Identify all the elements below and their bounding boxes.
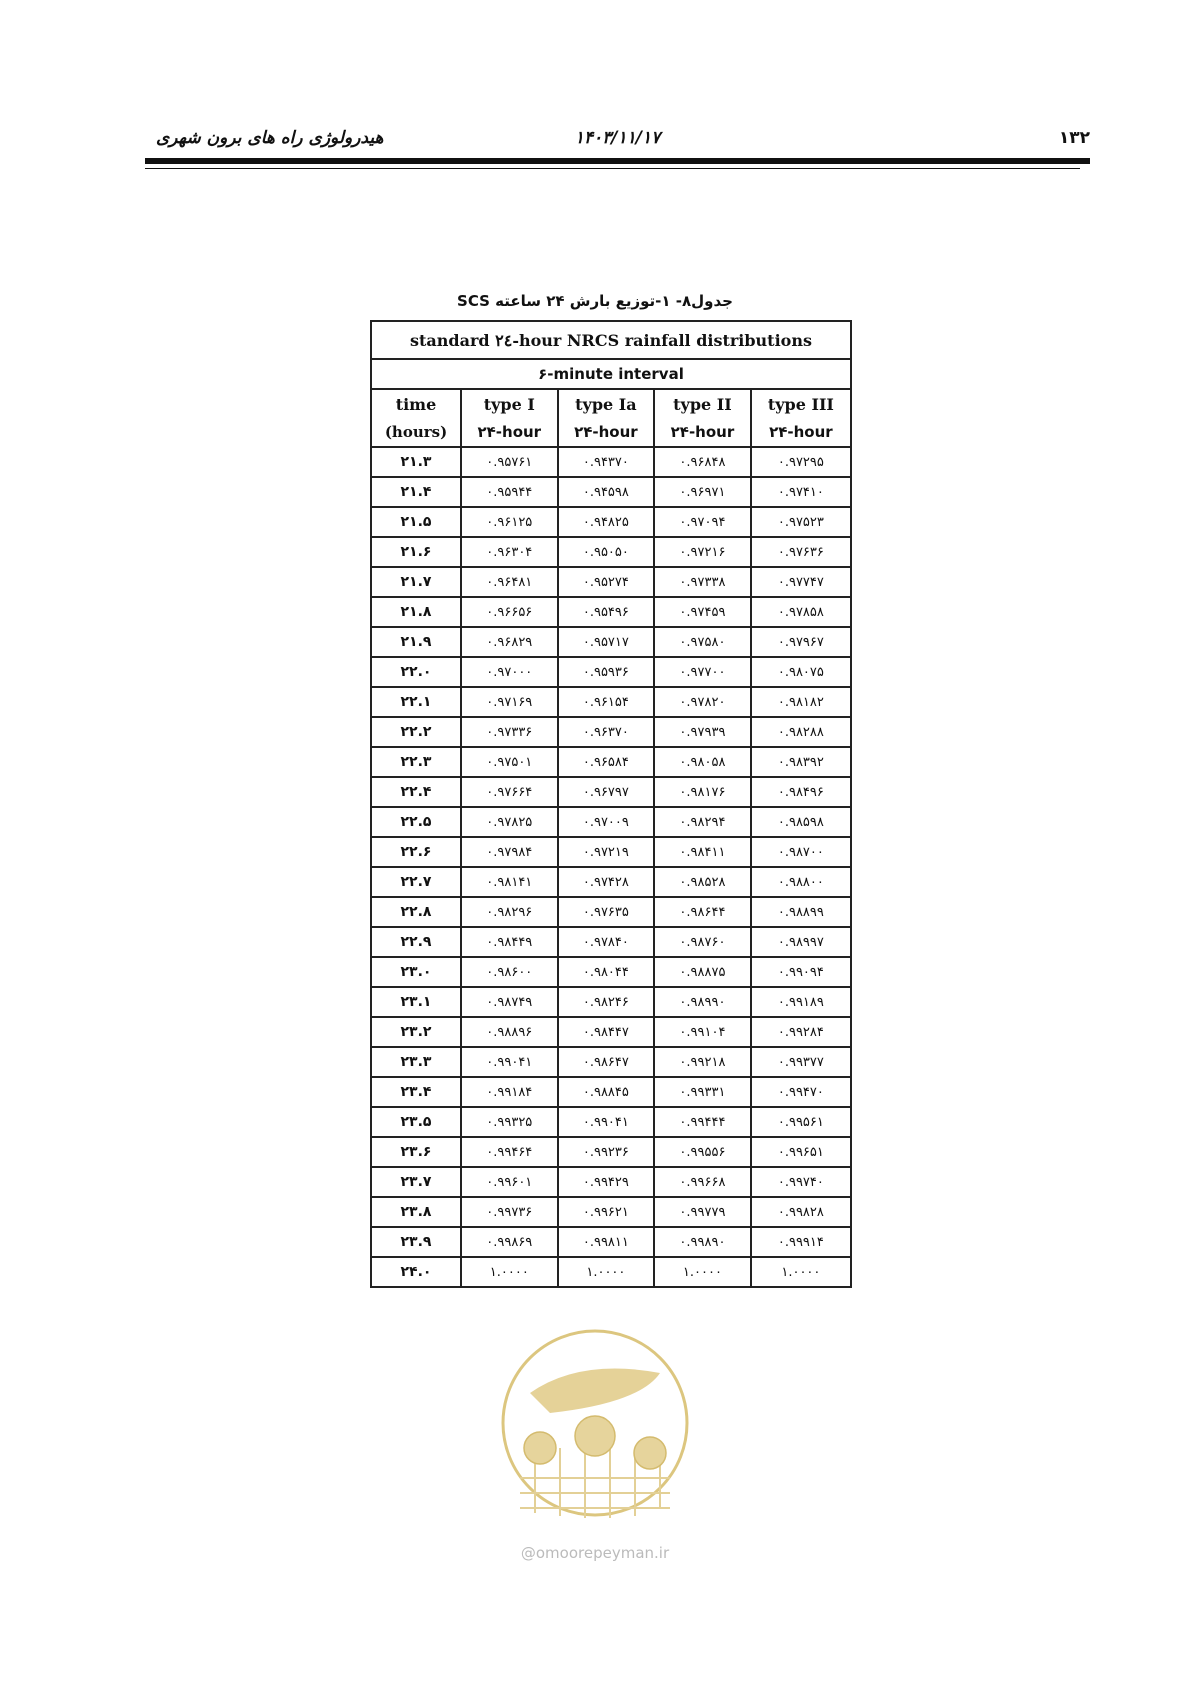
cell-time: ۲۳.۸ bbox=[371, 1197, 461, 1227]
cell-type-i: ۰.۹۶۸۲۹ bbox=[461, 627, 558, 657]
table-row bbox=[371, 657, 851, 687]
cell-time: ۲۱.۶ bbox=[371, 537, 461, 567]
cell-type-i: ۰.۹۵۷۶۱ bbox=[461, 447, 558, 477]
table-row bbox=[371, 687, 851, 717]
table-row bbox=[371, 1227, 851, 1257]
table-body bbox=[371, 447, 851, 1287]
cell-time: ۲۳.۹ bbox=[371, 1227, 461, 1257]
cell-type-ia: ۰.۹۸۰۴۴ bbox=[558, 957, 655, 987]
table-row bbox=[371, 1167, 851, 1197]
cell-type-ii: ۰.۹۸۴۱۱ bbox=[654, 837, 751, 867]
cell-type-ia: ۰.۹۴۵۹۸ bbox=[558, 477, 655, 507]
cell-type-ii: ۰.۹۶۹۷۱ bbox=[654, 477, 751, 507]
cell-type-ia: ۰.۹۷۰۰۹ bbox=[558, 807, 655, 837]
cell-type-i: ۰.۹۷۵۰۱ bbox=[461, 747, 558, 777]
cell-type-i: ۰.۹۶۱۲۵ bbox=[461, 507, 558, 537]
cell-type-iii: ۰.۹۸۰۷۵ bbox=[751, 657, 851, 687]
cell-type-ia: ۰.۹۵۹۳۶ bbox=[558, 657, 655, 687]
cell-type-ii: ۰.۹۸۹۹۰ bbox=[654, 987, 751, 1017]
cell-type-i: ۰.۹۶۴۸۱ bbox=[461, 567, 558, 597]
cell-type-ii: ۰.۹۹۶۶۸ bbox=[654, 1167, 751, 1197]
column-unit-type-iii: ۲۴-hour bbox=[751, 418, 851, 447]
cell-time: ۲۲.۶ bbox=[371, 837, 461, 867]
table-row bbox=[371, 1197, 851, 1227]
cell-time: ۲۳.۶ bbox=[371, 1137, 461, 1167]
cell-type-ia: ۰.۹۸۶۴۷ bbox=[558, 1047, 655, 1077]
cell-type-iii: ۰.۹۹۰۹۴ bbox=[751, 957, 851, 987]
cell-type-ia: ۰.۹۵۰۵۰ bbox=[558, 537, 655, 567]
table-row bbox=[371, 747, 851, 777]
table-caption: جدول۸- ۱-توزیع بارش ۲۴ ساعته SCS bbox=[457, 292, 733, 310]
seal-emblem-icon bbox=[490, 1318, 700, 1548]
cell-time: ۲۱.۷ bbox=[371, 567, 461, 597]
cell-time: ۲۲.۲ bbox=[371, 717, 461, 747]
cell-type-ii: ۰.۹۷۲۱۶ bbox=[654, 537, 751, 567]
cell-type-ii: ۰.۹۷۸۲۰ bbox=[654, 687, 751, 717]
cell-time: ۲۲.۴ bbox=[371, 777, 461, 807]
omoore-peyman-seal bbox=[490, 1318, 700, 1578]
cell-time: ۲۳.۲ bbox=[371, 1017, 461, 1047]
cell-type-ii: ۰.۹۹۵۵۶ bbox=[654, 1137, 751, 1167]
cell-type-iii: ۰.۹۸۸۹۹ bbox=[751, 897, 851, 927]
cell-type-i: ۰.۹۹۳۲۵ bbox=[461, 1107, 558, 1137]
cell-type-ia: ۰.۹۶۷۹۷ bbox=[558, 777, 655, 807]
cell-type-iii: ۰.۹۸۵۹۸ bbox=[751, 807, 851, 837]
cell-type-ii: ۰.۹۸۱۷۶ bbox=[654, 777, 751, 807]
cell-type-i: ۰.۹۹۱۸۴ bbox=[461, 1077, 558, 1107]
table-row bbox=[371, 477, 851, 507]
cell-type-ii: ۰.۹۸۰۵۸ bbox=[654, 747, 751, 777]
cell-type-iii: ۰.۹۹۱۸۹ bbox=[751, 987, 851, 1017]
cell-type-ii: ۰.۹۹۴۴۴ bbox=[654, 1107, 751, 1137]
cell-time: ۲۴.۰ bbox=[371, 1257, 461, 1287]
cell-type-ia: ۰.۹۴۳۷۰ bbox=[558, 447, 655, 477]
cell-type-i: ۰.۹۹۰۴۱ bbox=[461, 1047, 558, 1077]
cell-type-ii: ۰.۹۸۵۲۸ bbox=[654, 867, 751, 897]
cell-type-ii: ۰.۹۹۳۳۱ bbox=[654, 1077, 751, 1107]
cell-type-i: ۰.۹۹۸۶۹ bbox=[461, 1227, 558, 1257]
cell-type-ii: ۰.۹۷۰۹۴ bbox=[654, 507, 751, 537]
cell-type-ia: ۰.۹۵۲۷۴ bbox=[558, 567, 655, 597]
cell-time: ۲۱.۹ bbox=[371, 627, 461, 657]
column-header-type-iii: type III bbox=[751, 389, 851, 418]
cell-type-ii: ۰.۹۷۷۰۰ bbox=[654, 657, 751, 687]
cell-time: ۲۲.۰ bbox=[371, 657, 461, 687]
table-row bbox=[371, 627, 851, 657]
column-unit-time: (hours) bbox=[371, 418, 461, 447]
cell-type-i: ۰.۹۸۱۴۱ bbox=[461, 867, 558, 897]
cell-type-ia: ۰.۹۷۴۲۸ bbox=[558, 867, 655, 897]
column-header-time: time bbox=[371, 389, 461, 418]
cell-time: ۲۳.۵ bbox=[371, 1107, 461, 1137]
cell-time: ۲۳.۰ bbox=[371, 957, 461, 987]
table-row bbox=[371, 717, 851, 747]
cell-type-iii: ۰.۹۸۸۰۰ bbox=[751, 867, 851, 897]
cell-time: ۲۲.۸ bbox=[371, 897, 461, 927]
cell-type-iii: ۰.۹۸۳۹۲ bbox=[751, 747, 851, 777]
cell-type-iii: ۰.۹۹۲۸۴ bbox=[751, 1017, 851, 1047]
cell-time: ۲۳.۷ bbox=[371, 1167, 461, 1197]
cell-type-i: ۰.۹۶۳۰۴ bbox=[461, 537, 558, 567]
cell-type-ia: ۰.۹۷۲۱۹ bbox=[558, 837, 655, 867]
cell-type-iii: ۰.۹۸۲۸۸ bbox=[751, 717, 851, 747]
cell-time: ۲۲.۵ bbox=[371, 807, 461, 837]
table-row bbox=[371, 447, 851, 477]
cell-type-i: ۰.۹۸۴۴۹ bbox=[461, 927, 558, 957]
cell-type-iii: ۰.۹۷۴۱۰ bbox=[751, 477, 851, 507]
cell-type-ii: ۰.۹۹۱۰۴ bbox=[654, 1017, 751, 1047]
cell-type-iii: ۰.۹۹۹۱۴ bbox=[751, 1227, 851, 1257]
cell-type-iii: ۰.۹۷۸۵۸ bbox=[751, 597, 851, 627]
cell-type-ii: ۰.۹۷۵۸۰ bbox=[654, 627, 751, 657]
cell-type-ii: ۰.۹۸۶۴۴ bbox=[654, 897, 751, 927]
cell-type-ia: ۰.۹۶۳۷۰ bbox=[558, 717, 655, 747]
cell-type-ii: ۰.۹۷۹۳۹ bbox=[654, 717, 751, 747]
cell-type-ia: ۱.۰۰۰۰ bbox=[558, 1257, 655, 1287]
cell-type-iii: ۰.۹۸۴۹۶ bbox=[751, 777, 851, 807]
column-unit-type-i: ۲۴-hour bbox=[461, 418, 558, 447]
cell-type-i: ۰.۹۷۹۸۴ bbox=[461, 837, 558, 867]
cell-time: ۲۲.۱ bbox=[371, 687, 461, 717]
table-row bbox=[371, 897, 851, 927]
cell-type-i: ۰.۹۷۰۰۰ bbox=[461, 657, 558, 687]
column-unit-type-ii: ۲۴-hour bbox=[654, 418, 751, 447]
page-number: ۱۳۲ bbox=[1058, 128, 1090, 148]
table-row bbox=[371, 537, 851, 567]
cell-type-ia: ۰.۹۴۸۲۵ bbox=[558, 507, 655, 537]
cell-type-ia: ۰.۹۶۵۸۴ bbox=[558, 747, 655, 777]
cell-type-ia: ۰.۹۵۷۱۷ bbox=[558, 627, 655, 657]
cell-type-iii: ۰.۹۹۶۵۱ bbox=[751, 1137, 851, 1167]
cell-time: ۲۲.۹ bbox=[371, 927, 461, 957]
cell-type-ia: ۰.۹۹۴۲۹ bbox=[558, 1167, 655, 1197]
table-row bbox=[371, 1137, 851, 1167]
table-row bbox=[371, 1077, 851, 1107]
cell-type-i: ۰.۹۸۲۹۶ bbox=[461, 897, 558, 927]
column-header-type-ia: type Ia bbox=[558, 389, 655, 418]
cell-type-ia: ۰.۹۹۰۴۱ bbox=[558, 1107, 655, 1137]
cell-type-i: ۰.۹۷۳۳۶ bbox=[461, 717, 558, 747]
cell-type-ia: ۰.۹۹۶۲۱ bbox=[558, 1197, 655, 1227]
cell-type-iii: ۰.۹۷۹۶۷ bbox=[751, 627, 851, 657]
table-row bbox=[371, 837, 851, 867]
cell-time: ۲۱.۴ bbox=[371, 477, 461, 507]
table-row bbox=[371, 1107, 851, 1137]
cell-type-ia: ۰.۹۷۸۴۰ bbox=[558, 927, 655, 957]
cell-type-i: ۰.۹۸۸۹۶ bbox=[461, 1017, 558, 1047]
cell-time: ۲۳.۱ bbox=[371, 987, 461, 1017]
cell-type-ii: ۰.۹۷۳۳۸ bbox=[654, 567, 751, 597]
cell-type-i: ۱.۰۰۰۰ bbox=[461, 1257, 558, 1287]
cell-time: ۲۳.۳ bbox=[371, 1047, 461, 1077]
cell-type-ii: ۰.۹۷۴۵۹ bbox=[654, 597, 751, 627]
table-row bbox=[371, 1047, 851, 1077]
cell-time: ۲۱.۳ bbox=[371, 447, 461, 477]
rainfall-distribution-table bbox=[370, 320, 852, 1288]
table-subtitle: ۶-minute interval bbox=[371, 359, 851, 389]
cell-type-ia: ۰.۹۶۱۵۴ bbox=[558, 687, 655, 717]
cell-type-ii: ۱.۰۰۰۰ bbox=[654, 1257, 751, 1287]
cell-type-iii: ۰.۹۷۲۹۵ bbox=[751, 447, 851, 477]
column-unit-type-ia: ۲۴-hour bbox=[558, 418, 655, 447]
table-row bbox=[371, 807, 851, 837]
cell-type-iii: ۰.۹۸۱۸۲ bbox=[751, 687, 851, 717]
cell-type-iii: ۰.۹۹۸۲۸ bbox=[751, 1197, 851, 1227]
cell-type-i: ۰.۹۸۷۴۹ bbox=[461, 987, 558, 1017]
cell-type-ii: ۰.۹۸۸۷۵ bbox=[654, 957, 751, 987]
cell-type-i: ۰.۹۷۱۶۹ bbox=[461, 687, 558, 717]
table-row bbox=[371, 1257, 851, 1287]
cell-type-iii: ۰.۹۷۵۲۳ bbox=[751, 507, 851, 537]
table-row bbox=[371, 597, 851, 627]
cell-type-i: ۰.۹۹۷۳۶ bbox=[461, 1197, 558, 1227]
table-row bbox=[371, 507, 851, 537]
cell-type-ia: ۰.۹۹۲۳۶ bbox=[558, 1137, 655, 1167]
column-header-row bbox=[371, 389, 851, 418]
cell-type-i: ۰.۹۷۸۲۵ bbox=[461, 807, 558, 837]
table-title: standard ۲٤-hour NRCS rainfall distributions bbox=[371, 321, 851, 359]
cell-type-iii: ۰.۹۸۹۹۷ bbox=[751, 927, 851, 957]
cell-type-i: ۰.۹۶۶۵۶ bbox=[461, 597, 558, 627]
cell-type-ii: ۰.۹۹۷۷۹ bbox=[654, 1197, 751, 1227]
cell-time: ۲۳.۴ bbox=[371, 1077, 461, 1107]
column-header-type-ii: type II bbox=[654, 389, 751, 418]
cell-type-iii: ۰.۹۷۷۴۷ bbox=[751, 567, 851, 597]
cell-time: ۲۱.۵ bbox=[371, 507, 461, 537]
watermark-handle: @omoorepeyman.ir bbox=[520, 1544, 670, 1562]
cell-type-i: ۰.۹۵۹۴۴ bbox=[461, 477, 558, 507]
cell-time: ۲۱.۸ bbox=[371, 597, 461, 627]
table-row bbox=[371, 777, 851, 807]
cell-type-iii: ۰.۹۹۵۶۱ bbox=[751, 1107, 851, 1137]
column-unit-row bbox=[371, 418, 851, 447]
cell-type-iii: ۰.۹۹۴۷۰ bbox=[751, 1077, 851, 1107]
cell-type-ii: ۰.۹۹۸۹۰ bbox=[654, 1227, 751, 1257]
column-header-type-i: type I bbox=[461, 389, 558, 418]
table-row bbox=[371, 1017, 851, 1047]
cell-type-ia: ۰.۹۹۸۱۱ bbox=[558, 1227, 655, 1257]
cell-type-ii: ۰.۹۹۲۱۸ bbox=[654, 1047, 751, 1077]
header-date: ۱۴۰۳/۱۱/۱۷ bbox=[574, 128, 661, 148]
table-row bbox=[371, 957, 851, 987]
cell-type-i: ۰.۹۹۴۶۴ bbox=[461, 1137, 558, 1167]
cell-time: ۲۲.۷ bbox=[371, 867, 461, 897]
cell-type-i: ۰.۹۷۶۶۴ bbox=[461, 777, 558, 807]
table-row bbox=[371, 987, 851, 1017]
cell-time: ۲۲.۳ bbox=[371, 747, 461, 777]
book-title: هیدرولوژی راه های برون شهری bbox=[156, 128, 384, 148]
header-rule-thin bbox=[145, 168, 1080, 169]
cell-type-ii: ۰.۹۸۷۶۰ bbox=[654, 927, 751, 957]
cell-type-i: ۰.۹۸۶۰۰ bbox=[461, 957, 558, 987]
cell-type-ia: ۰.۹۵۴۹۶ bbox=[558, 597, 655, 627]
table-row bbox=[371, 867, 851, 897]
table-row bbox=[371, 927, 851, 957]
cell-type-iii: ۱.۰۰۰۰ bbox=[751, 1257, 851, 1287]
cell-type-iii: ۰.۹۹۷۴۰ bbox=[751, 1167, 851, 1197]
cell-type-ia: ۰.۹۸۸۴۵ bbox=[558, 1077, 655, 1107]
cell-type-iii: ۰.۹۹۳۷۷ bbox=[751, 1047, 851, 1077]
cell-type-ia: ۰.۹۸۴۴۷ bbox=[558, 1017, 655, 1047]
cell-type-ia: ۰.۹۸۲۴۶ bbox=[558, 987, 655, 1017]
cell-type-iii: ۰.۹۸۷۰۰ bbox=[751, 837, 851, 867]
header-rule-thick bbox=[145, 158, 1090, 164]
table-row bbox=[371, 567, 851, 597]
cell-type-ii: ۰.۹۶۸۴۸ bbox=[654, 447, 751, 477]
page-header bbox=[145, 128, 1090, 152]
cell-type-ia: ۰.۹۷۶۳۵ bbox=[558, 897, 655, 927]
cell-type-iii: ۰.۹۷۶۳۶ bbox=[751, 537, 851, 567]
cell-type-i: ۰.۹۹۶۰۱ bbox=[461, 1167, 558, 1197]
cell-type-ii: ۰.۹۸۲۹۴ bbox=[654, 807, 751, 837]
